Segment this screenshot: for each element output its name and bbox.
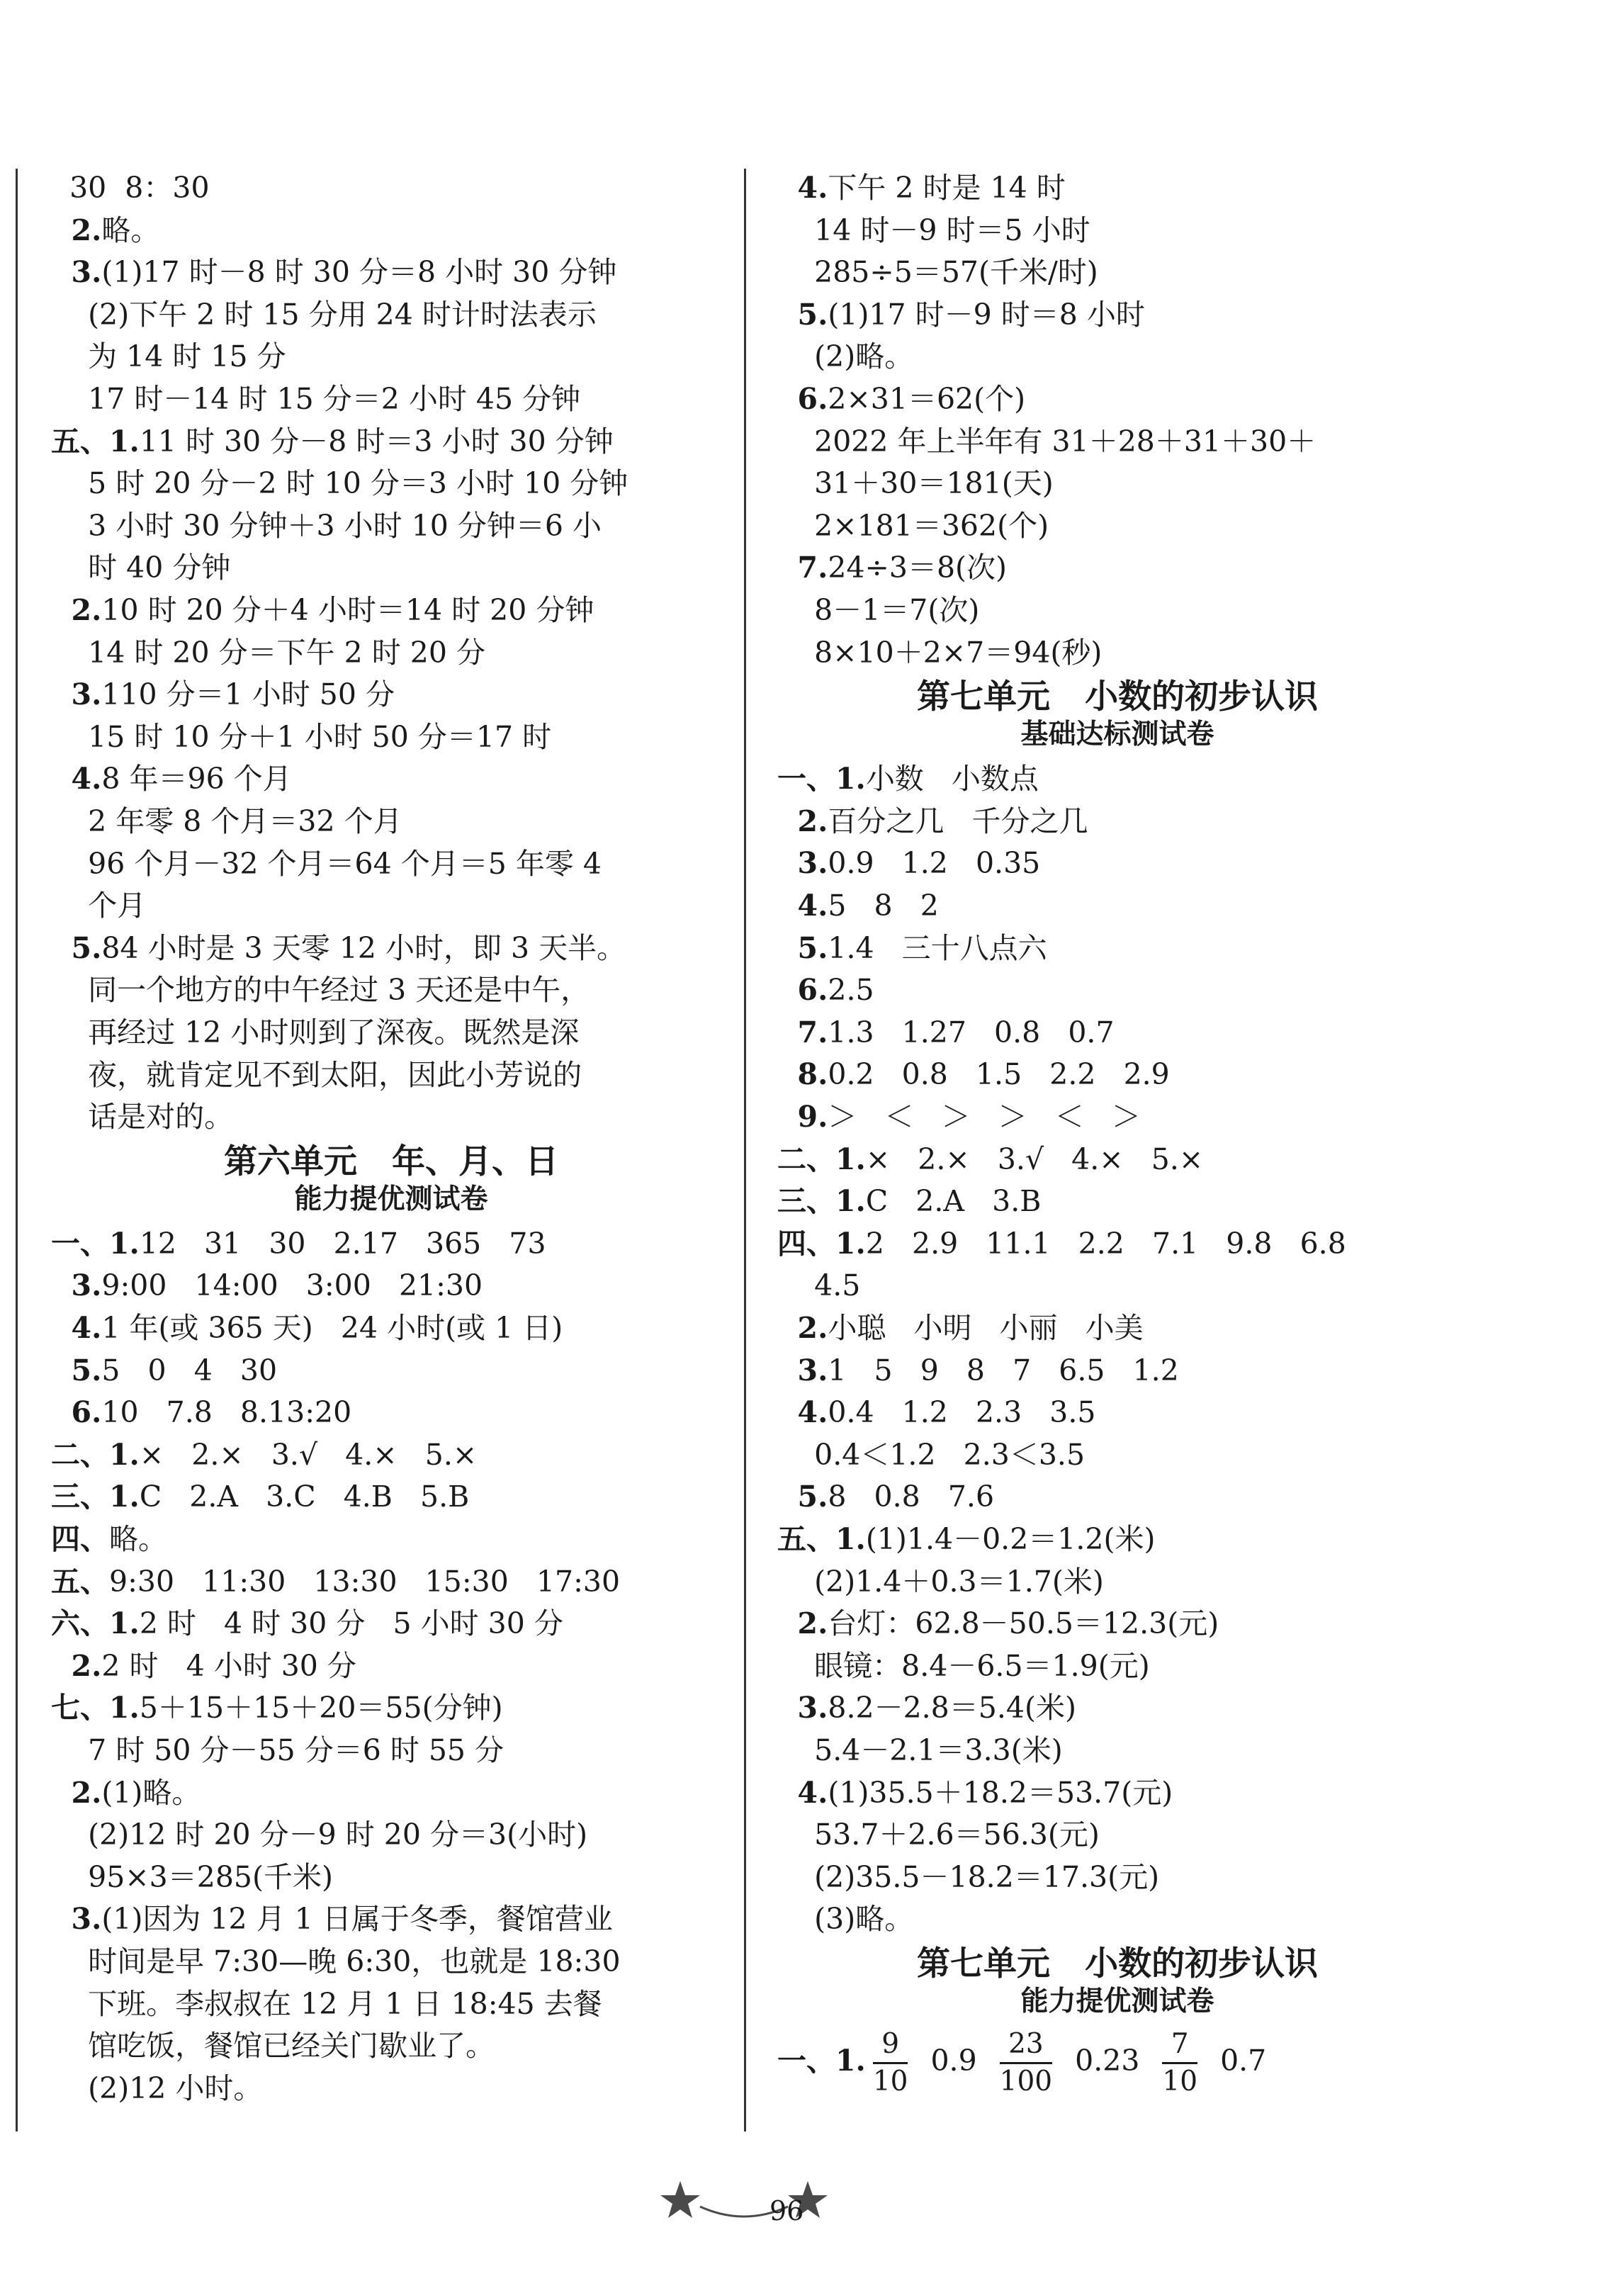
question-number: 2. [777,1606,828,1641]
question-number: 6. [777,973,828,1008]
answer-line [51,1391,351,1434]
answer-line [777,969,874,1011]
answer-text: 再经过 12 小时则到了深夜。既然是深 [51,1015,580,1049]
answer-text: 时 40 分钟 [51,551,231,585]
question-number: 六、1. [51,1606,140,1641]
answer-line [777,927,1047,969]
question-number: 三、1. [777,1184,866,1219]
answer-text: (3)略。 [777,1902,914,1937]
answer-text: (1)1.4－0.2＝1.2(米) [865,1522,1156,1556]
answer-line [777,1096,1141,1138]
answer-line [51,969,590,1011]
answer-text: 285÷5＝57(千米/时) [777,255,1098,290]
answer-line [51,251,616,293]
question-number: 三、1. [51,1480,140,1514]
answer-line [777,1264,860,1307]
answer-text: 5＋15＋15＋20＝55(分钟) [139,1691,503,1725]
answer-text: (2)35.5－18.2＝17.3(元) [777,1859,1160,1894]
answer-text: 小聪 小明 小丽 小美 [828,1311,1144,1345]
fraction-denominator: 10 [872,2066,908,2097]
question-number: 2. [777,804,828,838]
answer-text: 1.4 三十八点六 [828,930,1047,965]
column-divider [744,169,746,2131]
answer-line [777,546,1007,589]
answer-text: 台灯：62.8－50.5＝12.3(元) [828,1606,1219,1641]
answer-line [777,378,1025,420]
answer-text: 8 年＝96 个月 [101,762,292,796]
answer-line [51,1264,483,1307]
question-number: 4. [51,1311,102,1345]
answer-line [777,505,1049,547]
answer-text: (2)12 小时。 [51,2071,263,2105]
answer-line [51,716,551,758]
answer-text: 2.5 [828,973,874,1008]
answer-text: C 2.A 3.B [865,1184,1042,1219]
answer-line [51,546,230,589]
answer-text: 馆吃饭，餐馆已经关门歇业了。 [51,2029,495,2063]
question-number: 4. [777,1395,828,1430]
answer-line [777,1518,1156,1560]
answer-text: 14 时 20 分＝下午 2 时 20 分 [51,635,485,670]
question-number: 5. [51,930,102,965]
answer-text: 8－1＝7(次) [777,593,980,627]
answer-text: 3 小时 30 分钟＋3 小时 10 分钟＝6 小 [51,508,602,543]
question-number: 3. [51,677,102,712]
answer-line [777,1686,1076,1729]
answer-line [51,1054,582,1096]
answer-line [777,1898,913,1940]
question-number: 4. [777,1775,828,1810]
fraction-denominator: 100 [999,2066,1053,2097]
question-number: 8. [777,1057,828,1092]
answer-text: 1.3 1.27 0.8 0.7 [828,1015,1115,1049]
answer-line [777,1391,1095,1434]
answer-line [51,1772,201,1814]
answer-text: 百分之几 千分之几 [828,804,1088,838]
question-number: 4. [777,171,828,205]
question-number: 2. [51,593,102,627]
question-number: 4. [51,762,102,796]
answer-line [777,1856,1159,1898]
answer-text: 11 时 30 分－8 时＝3 小时 30 分钟 [139,424,614,458]
answer-line [777,209,1090,252]
section-subtitle: 基础达标测试卷 [1020,719,1214,751]
question-number: 一、1. [51,1226,140,1261]
question-number: 6. [777,382,828,416]
fraction-denominator: 10 [1162,2066,1198,2097]
question-number: 3. [51,255,102,290]
decimal-value: 0.9 [930,2044,977,2078]
answer-text: 略。 [101,213,160,247]
question-number: 5. [777,1480,828,1514]
answer-text: 8.2－2.8＝5.4(米) [828,1691,1076,1725]
question-number: 五、1. [51,424,140,458]
answer-text: (1)17 时－9 时＝8 小时 [828,297,1145,332]
question-number: 7. [777,551,828,585]
answer-line [51,1602,563,1645]
answer-text: 30 8：30 [51,171,210,205]
answer-line [51,757,292,800]
question-number: 四、1. [777,1226,866,1261]
answer-line [51,420,614,463]
fraction-numerator: 23 [1000,2027,1052,2064]
question-number: 一、1. [777,762,866,796]
answer-line [51,1434,477,1476]
answer-text: 0.2 0.8 1.5 2.2 2.9 [828,1057,1170,1092]
answer-text: 2022 年上半年有 31＋28＋31＋30＋ [777,424,1316,458]
answer-line [51,209,159,252]
answer-line [51,1349,277,1392]
answer-line [777,335,913,378]
decimal-value: 0.7 [1220,2044,1267,2078]
answer-text: C 2.A 3.C 4.B 5.B [139,1480,470,1514]
answer-text: 个月 [51,889,147,923]
question-number: 五、1. [777,1522,866,1556]
answer-line [777,589,979,631]
answer-line-fractions [777,2022,1282,2100]
answer-text: 8 0.8 7.6 [828,1480,995,1514]
answer-text: (2)1.4＋0.3＝1.7(米) [777,1564,1104,1599]
answer-text: 2 年零 8 个月＝32 个月 [51,804,402,838]
answer-line [51,1898,613,1940]
answer-text: (1)35.5＋18.2＝53.7(元) [828,1775,1173,1810]
answer-line [777,251,1098,293]
question-number: 2. [777,1311,828,1345]
answer-text: 2×181＝362(个) [777,508,1049,543]
answer-text: 24÷3＝8(次) [828,551,1008,585]
answer-text: 时间是早 7:30—晚 6:30，也就是 18:30 [51,1944,621,1978]
fraction [873,2027,908,2100]
question-number: 四、 [51,1522,109,1556]
answer-text: 5.4－2.1＝3.3(米) [777,1733,1063,1767]
answer-text: 8×10＋2×7＝94(秒) [777,635,1103,670]
answer-text: 为 14 时 15 分 [51,339,286,374]
answer-line [777,1729,1063,1772]
question-number: 5. [51,1353,102,1387]
page-number: 96 [769,2195,804,2226]
answer-line [51,505,602,547]
answer-line [777,1307,1144,1349]
answer-text: 15 时 10 分＋1 小时 50 分＝17 时 [51,719,552,754]
question-number: 2. [51,213,102,247]
answer-text: ＞ ＜ ＞ ＞ ＜ ＞ [828,1100,1141,1134]
answer-line [51,1222,546,1265]
answer-text: (1)因为 12 月 1 日属于冬季，餐馆营业 [101,1902,613,1937]
question-number: 6. [51,1395,102,1430]
answer-text: 9:30 11:30 13:30 15:30 17:30 [109,1564,621,1599]
answer-text: 110 分＝1 小时 50 分 [101,677,395,712]
answer-line [51,1729,504,1772]
fraction-numerator: 7 [1162,2027,1197,2064]
answer-line [777,1560,1104,1603]
section-subtitle: 能力提优测试卷 [294,1183,488,1215]
question-number: 9. [777,1100,828,1134]
answer-line [777,884,939,927]
answer-text: (1)17 时－8 时 30 分＝8 小时 30 分钟 [101,255,617,290]
answer-text: 12 31 30 2.17 365 73 [139,1226,546,1261]
decimal-value: 0.23 [1075,2044,1140,2078]
answer-text: 5 时 20 分－2 时 10 分＝3 小时 10 分钟 [51,466,628,501]
answer-text: × 2.× 3.√ 4.× 5.× [865,1142,1204,1176]
answer-line [51,631,485,674]
answer-line [51,1856,333,1898]
answer-text: 夜，就肯定见不到太阳，因此小芳说的 [51,1057,582,1092]
answer-line [777,757,1039,800]
answer-text: 2 时 4 小时 30 分 [101,1648,356,1683]
answer-line [51,800,402,843]
answer-line [777,420,1316,463]
answer-line [777,1602,1219,1645]
answer-line [51,1518,167,1560]
answer-line [51,1645,356,1687]
section-title: 第七单元 小数的初步认识 [917,677,1319,717]
answer-line [777,1772,1173,1814]
answer-line [777,1180,1041,1222]
question-number: 3. [51,1268,102,1303]
question-number: 一、1. [777,2044,866,2078]
answer-text: 17 时－14 时 15 分＝2 小时 45 分钟 [51,382,581,416]
answer-text: × 2.× 3.√ 4.× 5.× [139,1437,478,1472]
answer-text: 1 年(或 365 天) 24 小时(或 1 日) [101,1311,563,1345]
fraction-numerator: 9 [873,2027,908,2064]
answer-text: 同一个地方的中午经过 3 天还是中午， [51,973,590,1008]
answer-text: 2 2.9 11.1 2.2 7.1 9.8 6.8 [865,1226,1346,1261]
answer-line [51,1096,233,1138]
answer-line [777,1053,1170,1096]
answer-line [51,293,597,336]
answer-line [777,800,1088,843]
answer-text: 7 时 50 分－55 分＝6 时 55 分 [51,1733,504,1767]
left-margin-rule [16,169,18,2131]
answer-line [51,1560,620,1603]
answer-line [51,673,395,716]
section-subtitle: 能力提优测试卷 [1020,1986,1214,2017]
answer-line [51,1813,587,1856]
answer-line [51,1940,621,1983]
answer-text: 小数 小数点 [865,762,1039,796]
answer-line [777,631,1102,674]
section-title: 第六单元 年、月、日 [224,1142,559,1181]
answer-line [51,843,602,885]
answer-line [51,335,286,378]
answer-text: 9:00 14:00 3:00 21:30 [101,1268,483,1303]
answer-line [51,462,628,505]
answer-text: 31＋30＝181(天) [777,466,1054,501]
question-number: 5. [777,930,828,965]
question-number: 3. [777,1691,828,1725]
question-number: 五、 [51,1564,109,1599]
question-number: 二、1. [777,1142,866,1176]
answer-text: (1)略。 [101,1775,201,1810]
answer-text: 眼镜：8.4－6.5＝1.9(元) [777,1648,1150,1683]
answer-line [777,1813,1100,1856]
answer-text: 0.9 1.2 0.35 [828,846,1041,881]
question-number: 3. [777,1353,828,1387]
question-number: 2. [51,1648,102,1683]
answer-text: 10 7.8 8.13:20 [101,1395,352,1430]
question-number: 3. [777,846,828,881]
answer-text: 5 8 2 [828,889,939,923]
answer-line [777,1434,1085,1476]
answer-text: (2)下午 2 时 15 分用 24 时计时法表示 [51,297,597,332]
answer-line [777,1349,1179,1392]
answer-line [51,1686,503,1729]
answer-line [777,1138,1203,1181]
answer-text: 下午 2 时是 14 时 [828,171,1066,205]
answer-line [777,167,1066,209]
answer-line [51,2067,262,2110]
answer-line [777,1475,994,1518]
answer-text: (2)12 时 20 分－9 时 20 分＝3(小时) [51,1818,588,1852]
answer-line [51,1475,469,1518]
answer-line [51,2024,495,2067]
question-number: 7. [777,1015,828,1049]
question-number: 2. [51,1775,102,1810]
answer-line [777,1011,1115,1054]
answer-text: 下班。李叔叔在 12 月 1 日 18:45 去餐 [51,1986,602,2021]
answer-line [51,927,626,969]
answer-text: 2×31＝62(个) [828,382,1026,416]
answer-text: 2 时 4 时 30 分 5 小时 30 分 [139,1606,563,1641]
answer-text: 略。 [109,1522,167,1556]
answer-text: 0.4 1.2 2.3 3.5 [828,1395,1096,1430]
section-title: 第七单元 小数的初步认识 [917,1944,1319,1983]
answer-text: 0.4＜1.2 2.3＜3.5 [777,1437,1086,1472]
answer-text: 4.5 [777,1268,861,1303]
answer-text: 10 时 20 分＋4 小时＝14 时 20 分钟 [101,593,594,627]
question-number: 4. [777,889,828,923]
question-number: 七、1. [51,1691,140,1725]
fraction [1162,2027,1197,2100]
answer-line [51,1307,563,1349]
answer-line [777,1645,1150,1687]
answer-text: (2)略。 [777,339,914,374]
answer-line [51,1011,579,1054]
answer-text: 53.7＋2.6＝56.3(元) [777,1818,1100,1852]
answer-text: 话是对的。 [51,1100,234,1134]
answer-line [777,462,1054,505]
answer-text: 5 0 4 30 [101,1353,278,1387]
answer-text: 96 个月－32 个月＝64 个月＝5 年零 4 [51,846,602,881]
answer-line [51,378,580,420]
answer-text: 14 时－9 时＝5 小时 [777,213,1090,247]
answer-text: 1 5 9 8 7 6.5 1.2 [828,1353,1179,1387]
answer-text: 84 小时是 3 天零 12 小时，即 3 天半。 [101,930,626,965]
fraction [1000,2027,1052,2100]
question-number: 3. [51,1902,102,1937]
question-number: 二、1. [51,1437,140,1472]
answer-line [51,1983,602,2025]
answer-line [51,884,146,927]
question-number: 5. [777,297,828,332]
answer-text: 95×3＝285(千米) [51,1859,333,1894]
answer-line [51,589,594,631]
answer-line [777,842,1040,884]
answer-line [777,293,1145,336]
answer-line [51,167,210,209]
answer-line [777,1222,1346,1265]
